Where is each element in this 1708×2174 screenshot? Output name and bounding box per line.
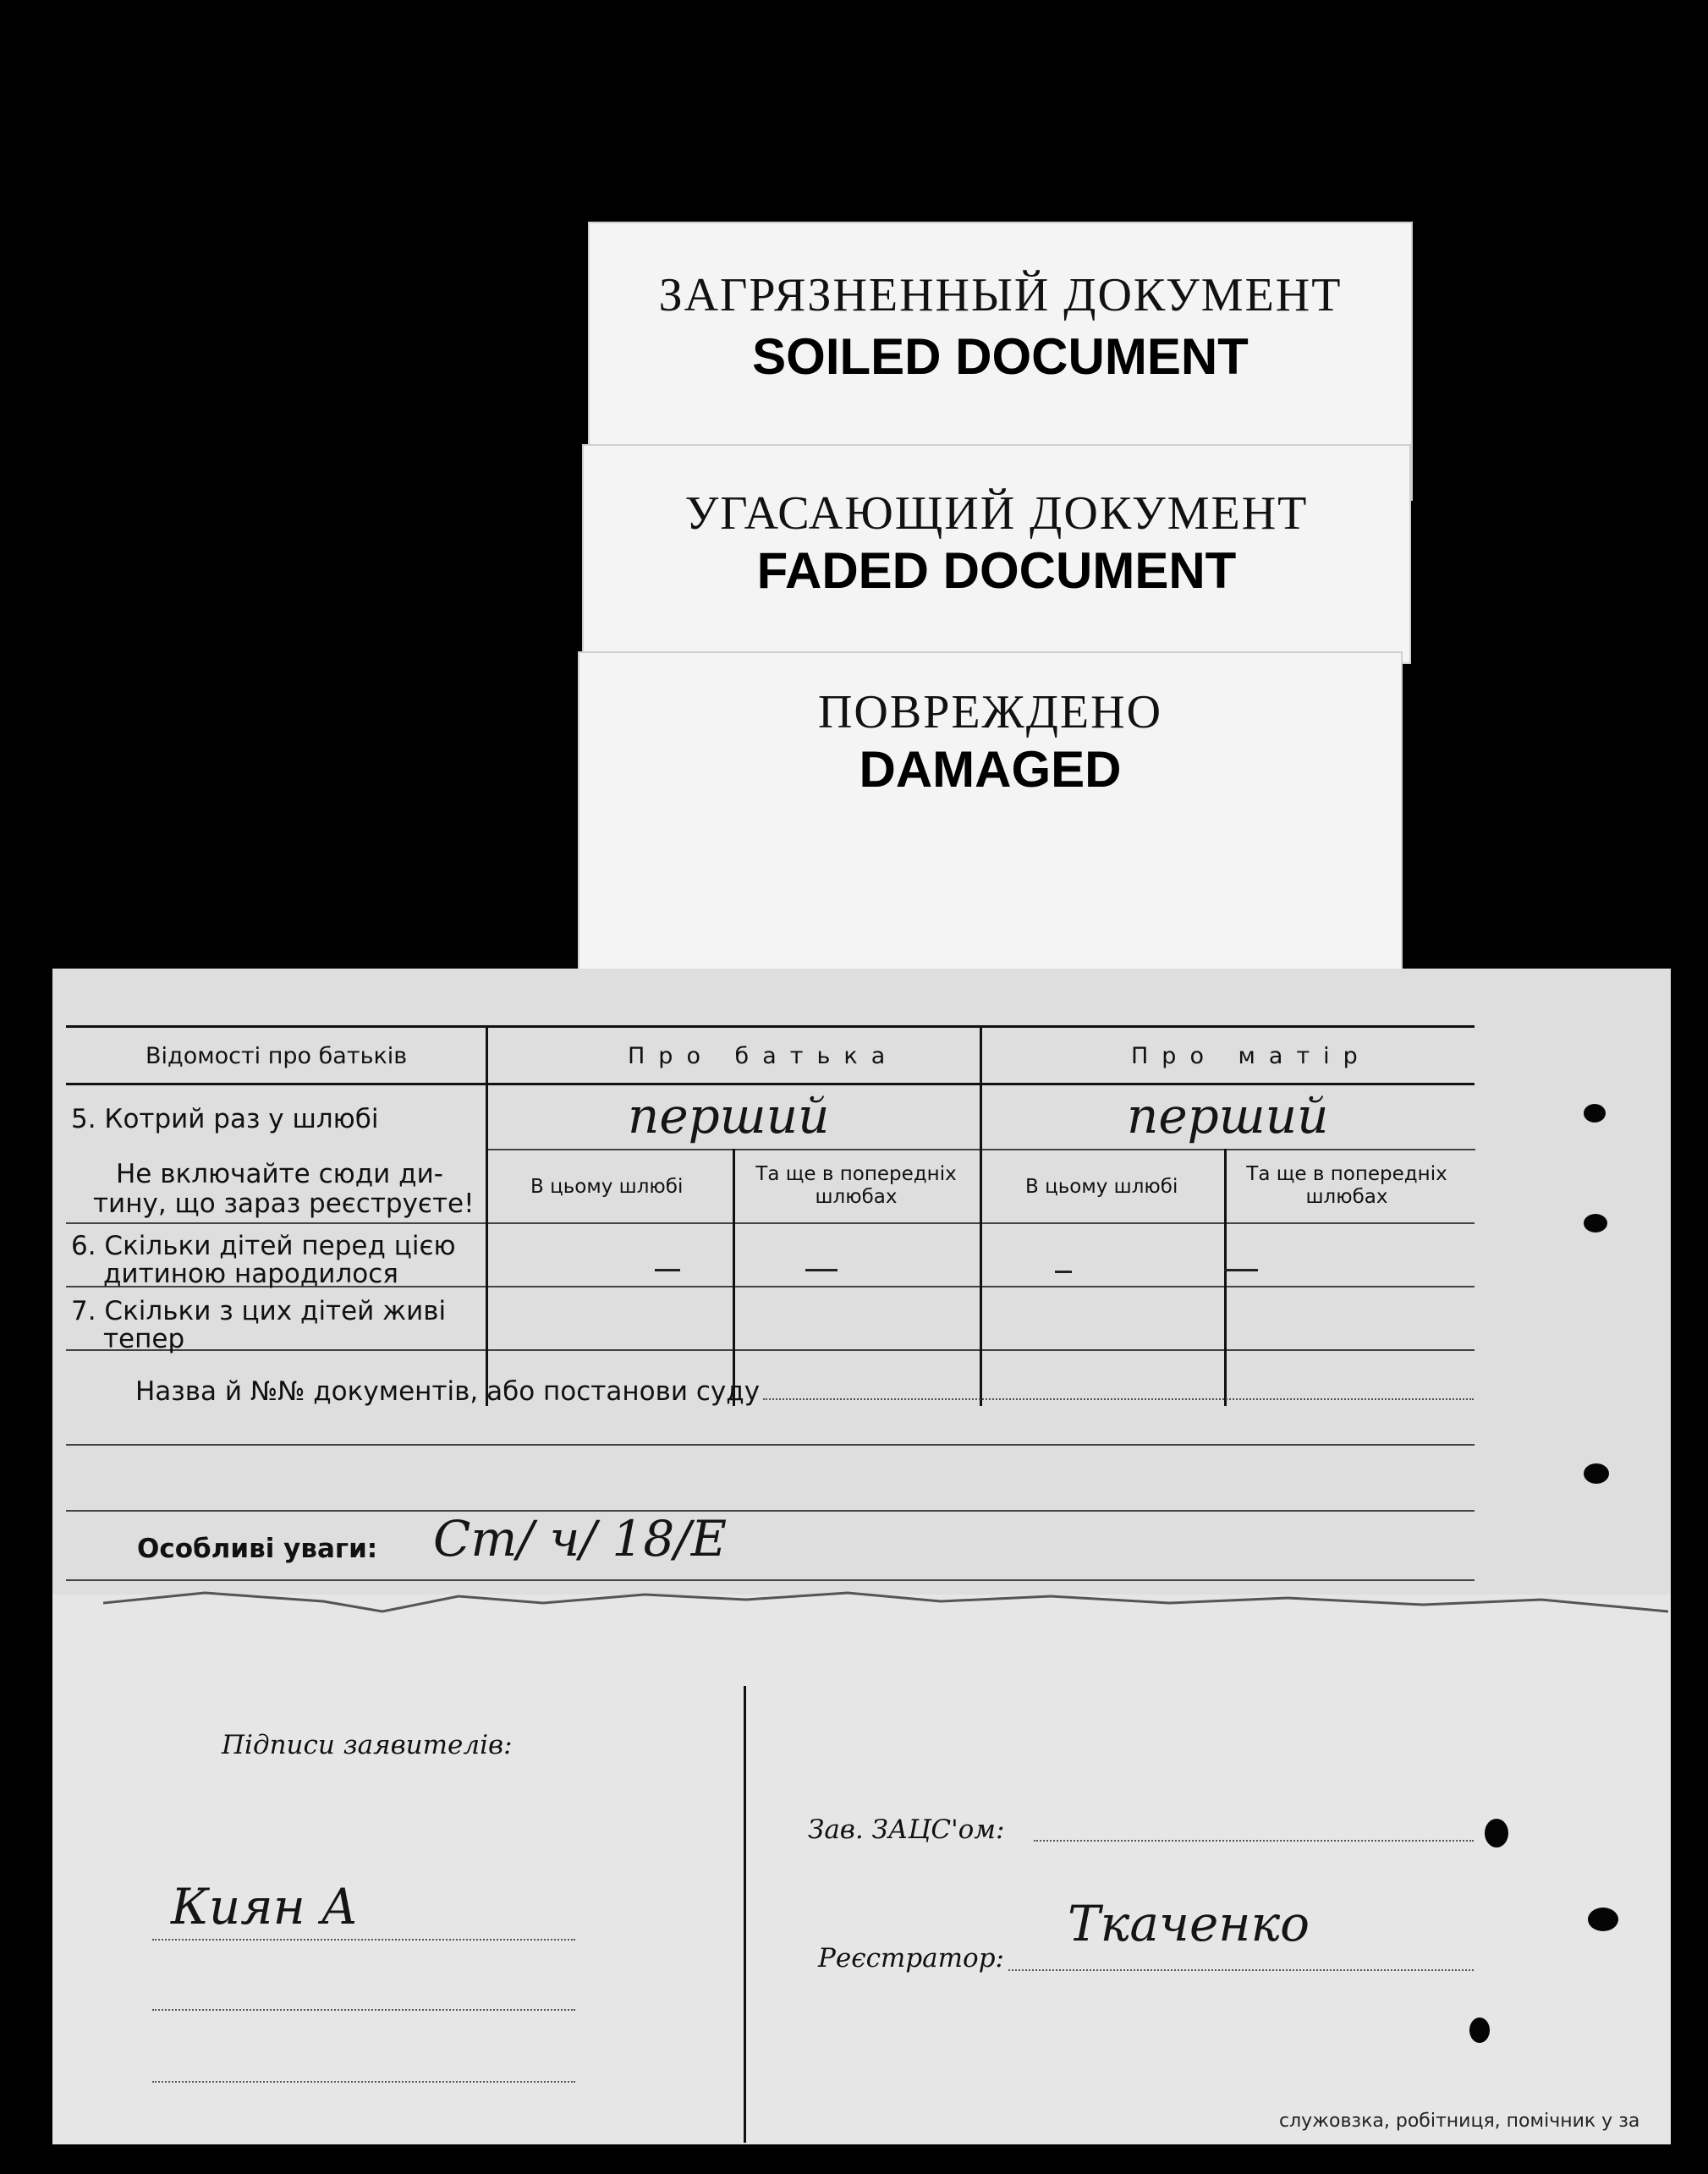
row5-father-handwriting: перший [628,1087,830,1145]
header-mother: Про матір [1131,1043,1371,1069]
subheader-previous-1: Та ще в попередніх [755,1163,957,1185]
documents-rule [66,1444,1475,1446]
punch-hole [1485,1819,1508,1847]
subheader-previous-2: шлюбах [1305,1186,1388,1208]
head-of-office-line [1034,1840,1474,1842]
header-parents-info: Відомості про батьків [146,1043,408,1069]
table-col-divider [980,1025,982,1406]
row6-dash [655,1269,680,1271]
row6-dash [1055,1271,1072,1273]
bottom-cut-text: служовзка, робітниця, помічник у за [1279,2111,1640,2132]
remarks-bottom-rule [66,1579,1475,1581]
documents-line [763,1398,1474,1400]
signatures-label: Підписи заявителів: [222,1730,513,1760]
punch-hole [1584,1463,1609,1484]
form-lower-part [52,1595,1671,2144]
damaged-card [578,651,1403,985]
remarks-rule [66,1510,1475,1512]
registrar-label: Реєстратор: [818,1943,1004,1974]
signer-handwriting: Киян А [171,1878,359,1935]
table-row7-rule [66,1349,1475,1351]
signature-line [152,1939,575,1941]
subheader-this-marriage: В цьому шлюбі [1025,1176,1178,1198]
signatures-divider [744,1686,746,2143]
table-note-rule [66,1222,1475,1224]
signature-line [152,2081,575,2083]
head-of-office-label: Зав. ЗАЦС'ом: [808,1814,1005,1845]
punch-hole [1584,1104,1606,1123]
row6-line-1: 6. Скільки дітей перед цією [71,1231,456,1261]
punch-hole [1584,1214,1607,1232]
documents-label: Назва й №№ документів, або постанови суду [135,1376,761,1407]
card-ru-label: ПОВРЕЖДЕНО [817,686,1163,738]
table-col-divider [733,1149,735,1406]
note-line-2: тину, що зараз реєструєте! [93,1189,475,1219]
card-ru-label: ЗАГРЯЗНЕННЫЙ ДОКУМЕНТ [658,269,1343,321]
row7-line-1: 7. Скільки з цих дітей живі [71,1296,447,1326]
table-header-rule [66,1083,1475,1085]
row6-dash [1224,1269,1258,1271]
header-father: Про батька [628,1043,899,1069]
card-en-label: DAMAGED [859,741,1122,798]
note-line-1: Не включайте сюди ди- [116,1159,443,1189]
remarks-handwriting: Ст/ ч/ 18/Е [433,1510,728,1567]
subheader-previous-2: шлюбах [815,1186,898,1208]
row6-dash [805,1269,838,1271]
table-col-divider [486,1025,488,1406]
subheader-this-marriage: В цьому шлюбі [530,1176,684,1198]
registration-form-sheet [52,969,1671,2144]
subheader-previous-1: Та ще в попередніх [1246,1163,1447,1185]
table-top-rule [66,1025,1475,1028]
registrar-handwriting: Ткаченко [1068,1895,1310,1952]
table-col-divider [1224,1149,1227,1406]
card-ru-label: УГАСАЮЩИЙ ДОКУМЕНТ [684,487,1309,540]
remarks-label: Особливі уваги: [137,1534,378,1564]
row5-mother-handwriting: перший [1127,1087,1329,1145]
card-en-label: SOILED DOCUMENT [752,328,1249,385]
tear-line [103,1578,1668,1628]
row5-label: 5. Котрий раз у шлюбі [71,1104,379,1134]
card-en-label: FADED DOCUMENT [756,542,1237,599]
punch-hole [1588,1908,1618,1931]
punch-hole [1469,2018,1490,2043]
row7-line-2: тепер [103,1324,185,1354]
signature-line [152,2009,575,2011]
faded-document-card [582,444,1411,664]
registrar-line [1008,1969,1474,1971]
row6-line-2: дитиною народилося [103,1259,398,1289]
